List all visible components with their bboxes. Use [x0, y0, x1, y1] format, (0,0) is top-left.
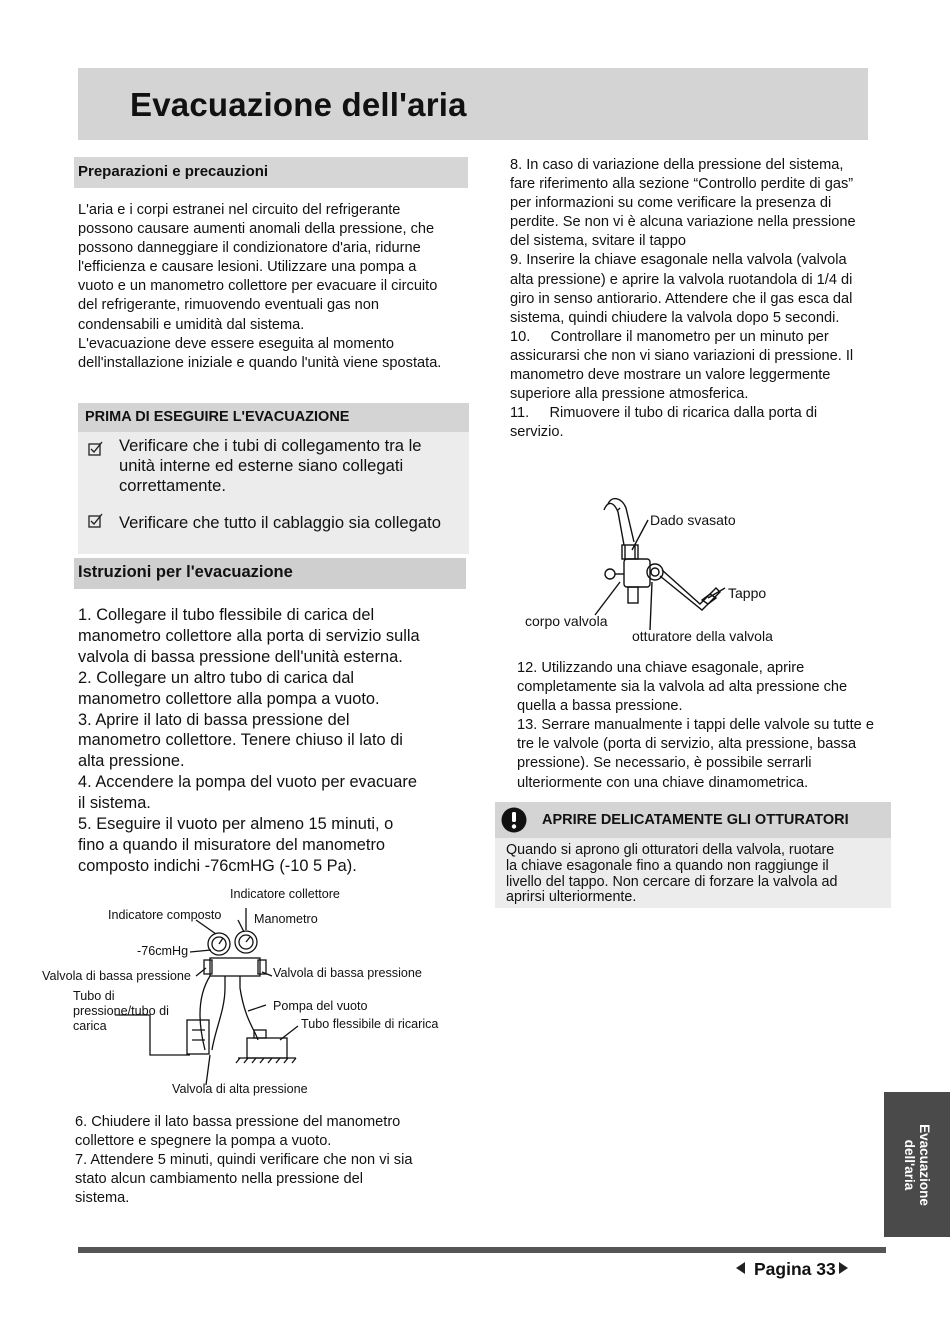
label-indicatore-collettore: Indicatore collettore: [230, 887, 340, 901]
text-line: manometro deve mostrare un valore leggermente: [510, 367, 831, 384]
before-heading-bar: [78, 403, 469, 432]
checkbox-icon: [88, 441, 104, 457]
text-line: 5. Eseguire il vuoto per almeno 15 minuti, o: [78, 815, 394, 834]
text-line: la chiave esagonale fino a quando non raggiunge il: [506, 857, 829, 874]
title-bar: [78, 68, 868, 140]
instr-text: [78, 605, 478, 877]
warning-box: [495, 802, 891, 908]
text-line: completamente sia la valvola ad alta pressione che: [517, 679, 848, 696]
instr-heading-bar: [74, 558, 466, 589]
text-line: assicurarsi che non vi siano variazioni di pressione. Il: [510, 347, 854, 364]
text-line: l'efficienza e causare lesioni. Utilizzare una pompa a: [78, 259, 417, 276]
text-line: aprirsi ulteriormente.: [506, 889, 637, 906]
label-valvola-alta: Valvola di alta pressione: [172, 1082, 308, 1096]
right-mid-text: [517, 659, 917, 793]
text-line: stato alcun cambiamento nella pressione del: [75, 1171, 363, 1188]
text-line: 13. Serrare manualmente i tappi delle valvole su tutte e: [517, 717, 874, 734]
text-line: 12. Utilizzando una chiave esagonale, aprire: [517, 660, 805, 676]
label-tubo-l3: carica: [73, 1019, 107, 1033]
text-line: valvola di bassa pressione dell'unità esterna.: [78, 647, 403, 666]
text-line: 1. Collegare il tubo flessibile di carica del: [78, 606, 375, 624]
page-title: Evacuazione dell'aria: [130, 86, 467, 123]
text-line: L'evacuazione deve essere eseguita al momento: [78, 335, 394, 352]
before-box: [78, 403, 469, 554]
label-corpo-valvola: corpo valvola: [525, 613, 608, 629]
label-indicatore-composto: Indicatore composto: [108, 908, 222, 922]
side-tab-line: dell'aria: [902, 1139, 917, 1190]
text-line: fare riferimento alla sezione “Controllo perdite di gas”: [510, 176, 854, 193]
label-dado-svasato: Dado svasato: [650, 512, 736, 528]
prep-heading: Preparazioni e precauzioni: [78, 163, 269, 180]
text-line: manometro collettore. Tenere chiuso il lato di: [78, 731, 403, 750]
text-line: unità interne ed esterne siano collegati: [119, 455, 404, 475]
before-item-2: Verificare che tutto il cablaggio sia collegato: [119, 513, 441, 532]
text-line: sistema.: [75, 1190, 130, 1207]
side-tab-line: Evacuazione: [917, 1123, 932, 1206]
warning-heading-bar: [495, 802, 891, 838]
instr-heading: Istruzioni per l'evacuazione: [78, 563, 293, 581]
text-line: fino a quando il misuratore del manometro: [78, 835, 386, 854]
text-line: possono danneggiare il condizionatore d'aria, ridurne: [78, 240, 421, 257]
footer-pagination: [736, 1259, 848, 1281]
text-line: manometro collettore alla porta di servizio sulla: [78, 626, 420, 645]
text-line: servizio.: [510, 424, 564, 441]
text-line: manometro collettore alla pompa a vuoto.: [78, 689, 380, 708]
text-line: del sistema, svitare il tappo: [510, 233, 687, 250]
text-line: perdite. Se non vi è alcuna variazione nella pressione: [510, 214, 856, 231]
text-line: 8. In caso di variazione della pressione del sistema,: [510, 157, 844, 173]
text-line: livello del tappo. Non cercare di forzare la valvola ad: [506, 873, 838, 890]
label-valvola-bassa-left: Valvola di bassa pressione: [42, 969, 191, 983]
next-page-icon[interactable]: [839, 1262, 848, 1274]
label-pompa: Pompa del vuoto: [273, 999, 368, 1013]
side-tab: [884, 1092, 950, 1237]
text-line: il sistema.: [78, 794, 151, 813]
text-line: Quando si aprono gli otturatori della valvola, ruotare: [506, 842, 835, 858]
text-line: L'aria e i corpi estranei nel circuito del refrigerante: [78, 202, 401, 218]
text-line: Verificare che i tubi di collegamento tra le: [119, 436, 422, 455]
text-line: correttamente.: [119, 475, 226, 495]
text-line: 11. Rimuovere il tubo di ricarica dalla porta di: [510, 405, 818, 422]
label-tubo-ricarica: Tubo flessibile di ricarica: [301, 1017, 439, 1031]
prev-page-icon[interactable]: [736, 1262, 745, 1274]
text-line: 4. Accendere la pompa del vuoto per evacuare: [78, 773, 417, 792]
text-line: possono causare aumenti anomali della pressione, che: [78, 221, 435, 238]
label-tubo-l1: Tubo di: [73, 989, 115, 1003]
text-line: ulteriormente con una chiave dinamometrica.: [517, 774, 809, 791]
label-otturatore: otturatore della valvola: [632, 628, 773, 644]
text-line: pressione). Se necessario, è possibile serrarli: [517, 755, 812, 772]
text-line: 3. Aprire il lato di bassa pressione del: [78, 710, 350, 729]
text-line: per informazioni su come verificare la presenza di: [510, 195, 832, 212]
footer-rule: [78, 1247, 886, 1253]
valve-diagram: [590, 490, 750, 630]
text-line: superiore alla pressione atmosferica.: [510, 386, 749, 403]
text-line: dell'installazione iniziale e quando l'unità viene spostata.: [78, 354, 442, 371]
warning-text: [506, 843, 837, 906]
text-line: 10. Controllare il manometro per un minuto per: [510, 328, 829, 345]
label-tubo-l2: pressione/tubo di: [73, 1004, 169, 1018]
exclamation-icon: [501, 807, 527, 833]
before-heading: PRIMA DI ESEGUIRE L'EVACUAZIONE: [85, 409, 350, 425]
manifold-gauge-diagram: [0, 880, 470, 1105]
label-manometro: Manometro: [254, 912, 318, 926]
text-line: alta pressione) e aprire la valvola ruotandola di 1/4 di: [510, 271, 853, 288]
before-item-1: [119, 436, 422, 495]
prep-heading-bar: [74, 157, 468, 188]
label-76cmhg: -76cmHg: [137, 944, 189, 958]
label-tappo: Tappo: [728, 585, 767, 601]
text-line: collettore e spegnere la pompa a vuoto.: [75, 1133, 332, 1150]
steps-6-7: [75, 1113, 475, 1208]
text-line: vuoto e un manometro collettore per evacuare il circuito: [78, 278, 438, 295]
checkbox-icon: [88, 513, 104, 529]
right-top-text: [510, 156, 900, 442]
page-number: Pagina 33: [754, 1259, 836, 1279]
text-line: del refrigerante, rimuovendo eventuali gas non: [78, 297, 379, 314]
warning-heading: APRIRE DELICATAMENTE GLI OTTURATORI: [542, 812, 849, 828]
text-line: 9. Inserire la chiave esagonale nella valvola (valvola: [510, 252, 847, 269]
label-valvola-bassa-right: Valvola di bassa pressione: [273, 966, 422, 980]
side-tab-label: [902, 1124, 932, 1206]
text-line: giro in senso antiorario. Attendere che il gas esca dal: [510, 290, 853, 307]
text-line: composto indichi -76cmHG (-10 5 Pa).: [78, 856, 357, 875]
text-line: condensabili e umidità dal sistema.: [78, 316, 305, 333]
prep-text: [78, 201, 478, 373]
text-line: 7. Attendere 5 minuti, quindi verificare che non vi sia: [75, 1152, 413, 1169]
text-line: tre le valvole (porta di servizio, alta pressione, bassa: [517, 736, 857, 753]
text-line: sistema, quindi chiudere la valvola dopo 5 secondi.: [510, 309, 840, 326]
text-line: alta pressione.: [78, 752, 185, 771]
text-line: 6. Chiudere il lato bassa pressione del manometro: [75, 1114, 401, 1130]
text-line: quella a bassa pressione.: [517, 698, 683, 715]
text-line: 2. Collegare un altro tubo di carica dal: [78, 668, 355, 687]
